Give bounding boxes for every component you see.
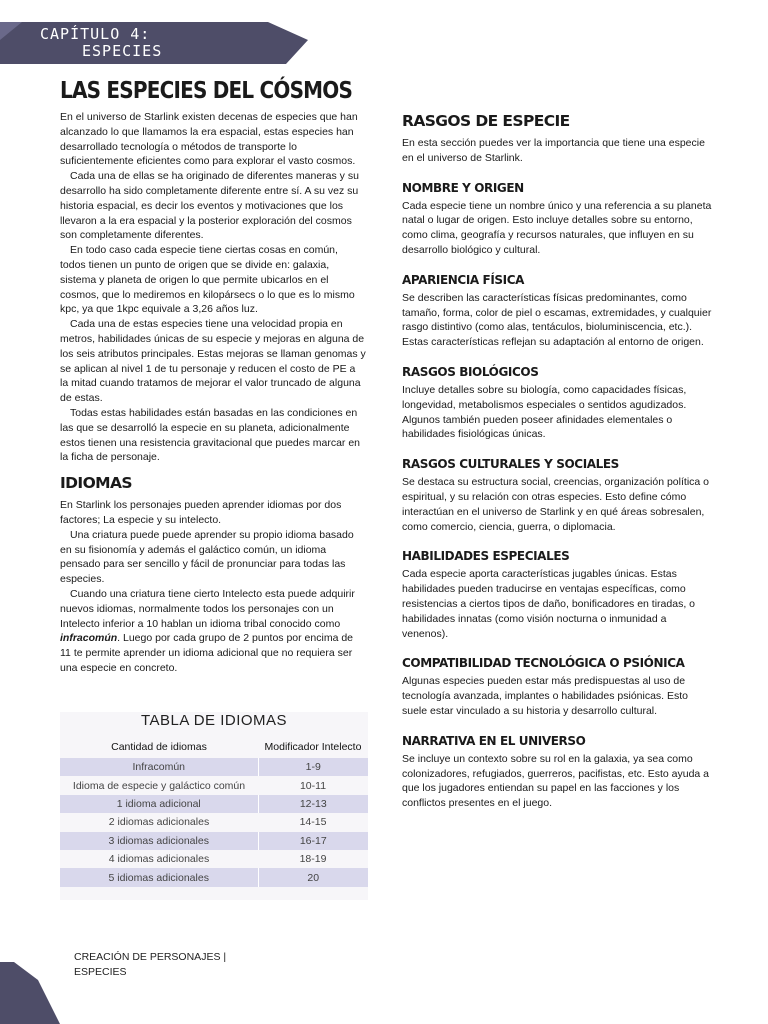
section-narrativa <box>402 734 712 811</box>
table-cell: 1 idioma adicional <box>60 795 258 813</box>
table-header-row <box>60 736 368 758</box>
right-column <box>402 112 712 826</box>
idiomas-paragraph-2: Una criatura puede puede aprender su propio idioma basado en su fisionomía y además el galáctico común, un idioma pensado para ser sencillo y fácil de pronunciar para todas las especies. <box>60 528 354 586</box>
section-rasgos-culturales <box>402 457 712 534</box>
footer-section: CREACIÓN DE PERSONAJES | <box>74 951 227 963</box>
table-row <box>60 795 368 813</box>
infracomun-term: infracomún <box>60 632 118 645</box>
table-cell: 10-11 <box>258 776 368 794</box>
section-heading: APARIENCIA FÍSICA <box>402 272 525 287</box>
table-cell: Idioma de especie y galáctico común <box>60 776 258 794</box>
section-text: Algunas especies pueden estar más predispuestas al uso de tecnología avanzada, implantes o habilidades psiónicas. Esto suele estar vinculado a su historia y desarrollo cultural. <box>402 675 689 717</box>
table-cell: 20 <box>258 868 368 886</box>
table-row <box>60 832 368 850</box>
idiomas-table-title: TABLA DE IDIOMAS <box>140 712 288 729</box>
chapter-name: ESPECIES <box>82 42 163 60</box>
table-cell: 12-13 <box>258 795 368 813</box>
table-cell: 1-9 <box>258 758 368 776</box>
section-heading: HABILIDADES ESPECIALES <box>402 549 570 564</box>
intro-paragraph-2: Cada una de ellas se ha originado de diferentes maneras y su desarrollo ha sido completamente diferente entre sí. A su vez su historia espacial, es decir los eventos y motivaciones que los llevaron a la era espacial y la posterior exploración del cosmos son completamente diferentes. <box>60 170 359 242</box>
intro-paragraph-3: En todo caso cada especie tiene ciertas cosas en común, todos tienen un punto de origen que se divide en: galaxia, sistema y planeta de origen lo que permite ubicarlos en el cosmos, que lo mediremos en kilopársecs o lo que es lo mismo kpc, ya que 1kpc equivale a 3,26 años luz. <box>60 244 355 316</box>
section-heading: RASGOS CULTURALES Y SOCIALES <box>402 457 619 472</box>
rasgos-heading: RASGOS DE ESPECIE <box>402 112 570 130</box>
table-cell: 4 idiomas adicionales <box>60 850 258 868</box>
section-rasgos-biologicos <box>402 365 712 442</box>
page-title: LAS ESPECIES DEL CÓSMOS <box>60 76 353 104</box>
section-heading: NARRATIVA EN EL UNIVERSO <box>402 733 586 748</box>
idiomas-paragraph-3-start: Cuando una criatura tiene cierto Intelecto esta puede adquirir nuevos idiomas, normalmente todos los personajes con un Intelecto inferior a 10 hablan un idioma tribal conocido como <box>60 587 355 630</box>
chapter-number: CAPÍTULO 4: <box>40 25 151 43</box>
header-cantidad: Cantidad de idiomas <box>111 741 207 753</box>
intro-paragraph-5: Todas estas habilidades están basadas en las condiciones en las que se desarrolló la especie en su planeta, adicionalmente estos tienen una resistencia gravitacional que puedes marcar en la ficha de personaje. <box>60 406 361 464</box>
footer-banner <box>0 962 60 1024</box>
section-text: Incluye detalles sobre su biología, como capacidades físicas, longevidad, metabolismos especiales o sentidos agudizados. Algunos también pueden poseer afinidades elementales o habilidades fisiológicas únicas. <box>402 383 687 441</box>
chapter-heading <box>40 26 162 60</box>
section-text: Cada especie tiene un nombre único y una referencia a su planeta natal o lugar de origen. Esto incluye detalles sobre su entorno, como clima, geografía y recursos naturales, que influyen en su desarrollo biológico y cultural. <box>402 199 712 256</box>
table-cell: Infracomún <box>60 758 258 776</box>
table-cell: 3 idiomas adicionales <box>60 832 258 850</box>
table-cell: 14-15 <box>258 813 368 831</box>
section-heading: RASGOS BIOLÓGICOS <box>402 364 539 379</box>
table-cell: 18-19 <box>258 850 368 868</box>
rasgos-intro-section <box>402 136 712 166</box>
section-habilidades-especiales <box>402 549 712 641</box>
table-row <box>60 868 368 886</box>
section-text: Cada especie aporta características jugables únicas. Estas habilidades pueden traducirse en ventajas específicas, como resistencias a ciertos tipos de daño, bonificadores en tiradas, o habilidades innatas (como visión nocturna o inmunidad a venenos). <box>402 568 696 640</box>
section-nombre-origen <box>402 181 712 258</box>
section-text: Se destaca su estructura social, creencias, organización política o espiritual, y su relación con otras especies. Esto define cómo interactúan en el universo de Starlink y en qué áreas sobresalen, como comercio, ciencia, guerra, o diplomacia. <box>402 476 709 533</box>
table-row <box>60 758 368 776</box>
section-apariencia-fisica <box>402 273 712 350</box>
footer-chapter: ESPECIES <box>74 966 127 978</box>
section-text: Se incluye un contexto sobre su rol en la galaxia, ya sea como colonizadores, refugiados, guerreros, pacifistas, etc. Esto ayuda a que los jugadores entiendan su papel en las facciones y los conflictos presentes en el juego. <box>402 752 710 810</box>
section-heading: COMPATIBILIDAD TECNOLÓGICA O PSIÓNICA <box>402 656 685 671</box>
idiomas-paragraph-3 <box>60 587 366 676</box>
idiomas-heading: IDIOMAS <box>60 474 132 493</box>
table-row <box>60 776 368 794</box>
intro-paragraph-4: Cada una de estas especies tiene una velocidad propia en metros, habilidades únicas de su especie y mejoras en alguna de los seis atributos principales. Estas mejoras se llaman genomas y se aplican al nivel 1 de tu personaje y reducen el costo de PE a la mitad cuando tratamos de mejorar el valor truncado de alguna de estas. <box>60 318 366 405</box>
left-column <box>60 76 366 676</box>
rasgos-intro: En esta sección puedes ver la importancia que tiene una especie en el universo de Starlink. <box>402 137 705 164</box>
intro-paragraph-1: En el universo de Starlink existen decenas de especies que han alcanzado lo que llamamos la era espacial, estas especies han desarrollado tecnología o métodos de transporte lo suficientemente eficientes como para explorar el vasto cosmos. <box>60 111 358 168</box>
page-footer <box>74 950 226 980</box>
section-compatibilidad <box>402 656 712 718</box>
idiomas-paragraph-3-end: . Luego por cada grupo de 2 puntos por encima de 11 te permite aprender un idioma adicional que no requiera ser una especie en concreto. <box>60 632 354 674</box>
table-row <box>60 813 368 831</box>
table-cell: 5 idiomas adicionales <box>60 868 258 886</box>
table-row <box>60 850 368 868</box>
table-cell: 16-17 <box>258 832 368 850</box>
header-modificador: Modificador Intelecto <box>264 741 362 753</box>
idiomas-table <box>60 736 368 887</box>
table-cell: 2 idiomas adicionales <box>60 813 258 831</box>
section-text: Se describen las características físicas predominantes, como tamaño, forma, color de piel o escamas, extremidades, y cualquier rasgo distintivo (como alas, tentáculos, bioluminiscencia, etc.). Estas características reflejan su adaptación al entorno de origen. <box>402 291 712 349</box>
section-heading: NOMBRE Y ORIGEN <box>402 180 524 195</box>
idiomas-paragraph-1: En Starlink los personajes pueden aprender idiomas por dos factores; La especie y su intelecto. <box>60 499 342 526</box>
